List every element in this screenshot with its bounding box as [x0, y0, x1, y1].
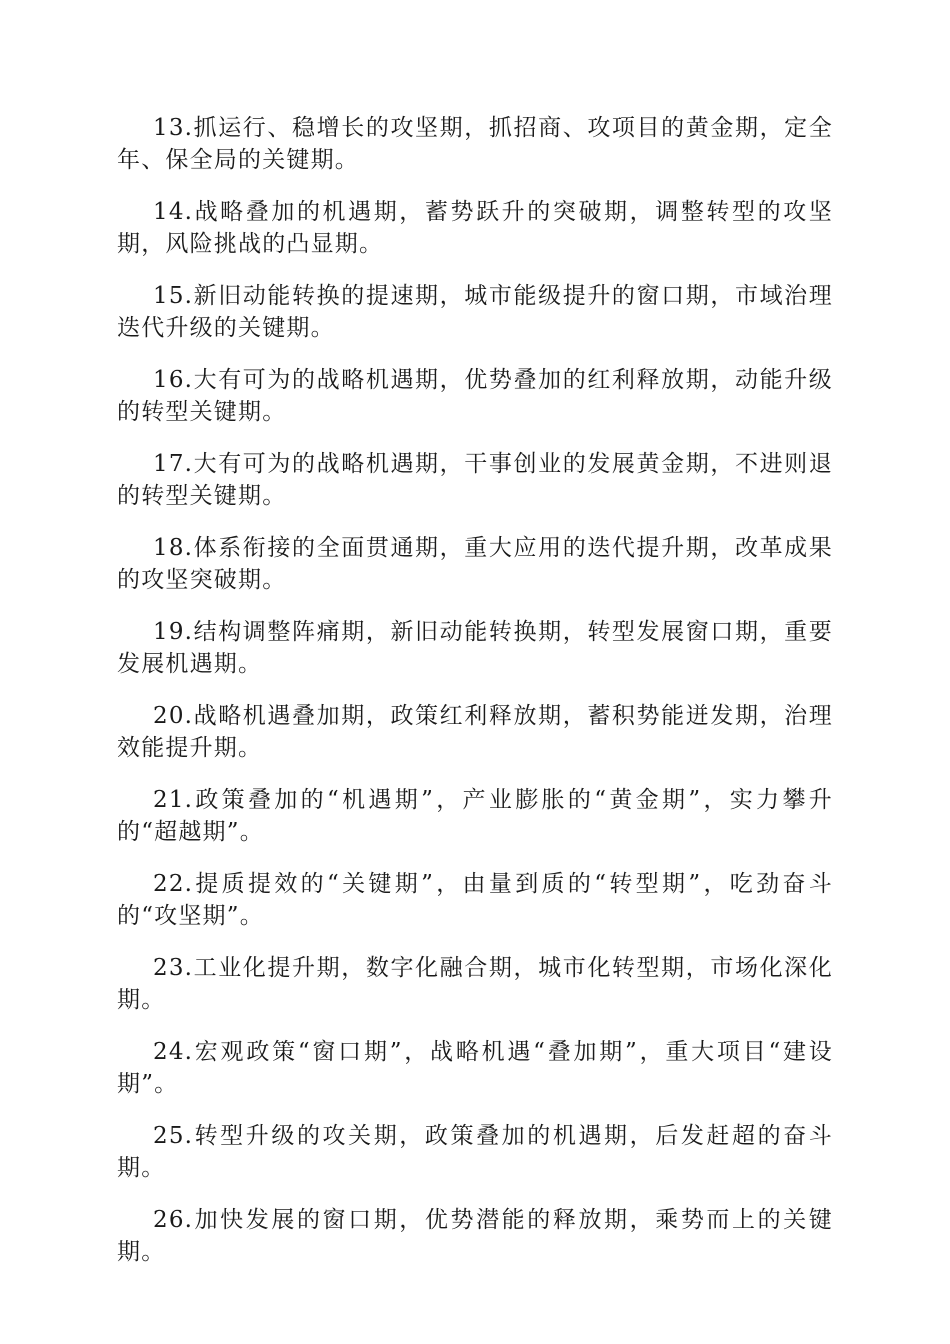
paragraph-17: 17.大有可为的战略机遇期，干事创业的发展黄金期，不进则退的转型关键期。	[117, 451, 833, 509]
paragraph-13: 13.抓运行、稳增长的攻坚期，抓招商、攻项目的黄金期，定全年、保全局的关键期。	[117, 115, 833, 173]
paragraph-24: 24.宏观政策“窗口期”，战略机遇“叠加期”，重大项目“建设期”。	[117, 1039, 833, 1097]
paragraph-23: 23.工业化提升期，数字化融合期，城市化转型期，市场化深化期。	[117, 955, 833, 1013]
paragraph-22: 22.提质提效的“关键期”，由量到质的“转型期”，吃劲奋斗的“攻坚期”。	[117, 871, 833, 929]
paragraph-15: 15.新旧动能转换的提速期，城市能级提升的窗口期，市域治理迭代升级的关键期。	[117, 283, 833, 341]
document-page	[117, 112, 833, 1288]
paragraph-26: 26.加快发展的窗口期，优势潜能的释放期，乘势而上的关键期。	[117, 1207, 833, 1265]
paragraph-16: 16.大有可为的战略机遇期，优势叠加的红利释放期，动能升级的转型关键期。	[117, 367, 833, 425]
paragraph-20: 20.战略机遇叠加期，政策红利释放期，蓄积势能迸发期，治理效能提升期。	[117, 703, 833, 761]
paragraph-18: 18.体系衔接的全面贯通期，重大应用的迭代提升期，改革成果的攻坚突破期。	[117, 535, 833, 593]
paragraph-19: 19.结构调整阵痛期，新旧动能转换期，转型发展窗口期，重要发展机遇期。	[117, 619, 833, 677]
paragraph-21: 21.政策叠加的“机遇期”，产业膨胀的“黄金期”，实力攀升的“超越期”。	[117, 787, 833, 845]
paragraph-14: 14.战略叠加的机遇期，蓄势跃升的突破期，调整转型的攻坚期，风险挑战的凸显期。	[117, 199, 833, 257]
paragraph-25: 25.转型升级的攻关期，政策叠加的机遇期，后发赶超的奋斗期。	[117, 1123, 833, 1181]
